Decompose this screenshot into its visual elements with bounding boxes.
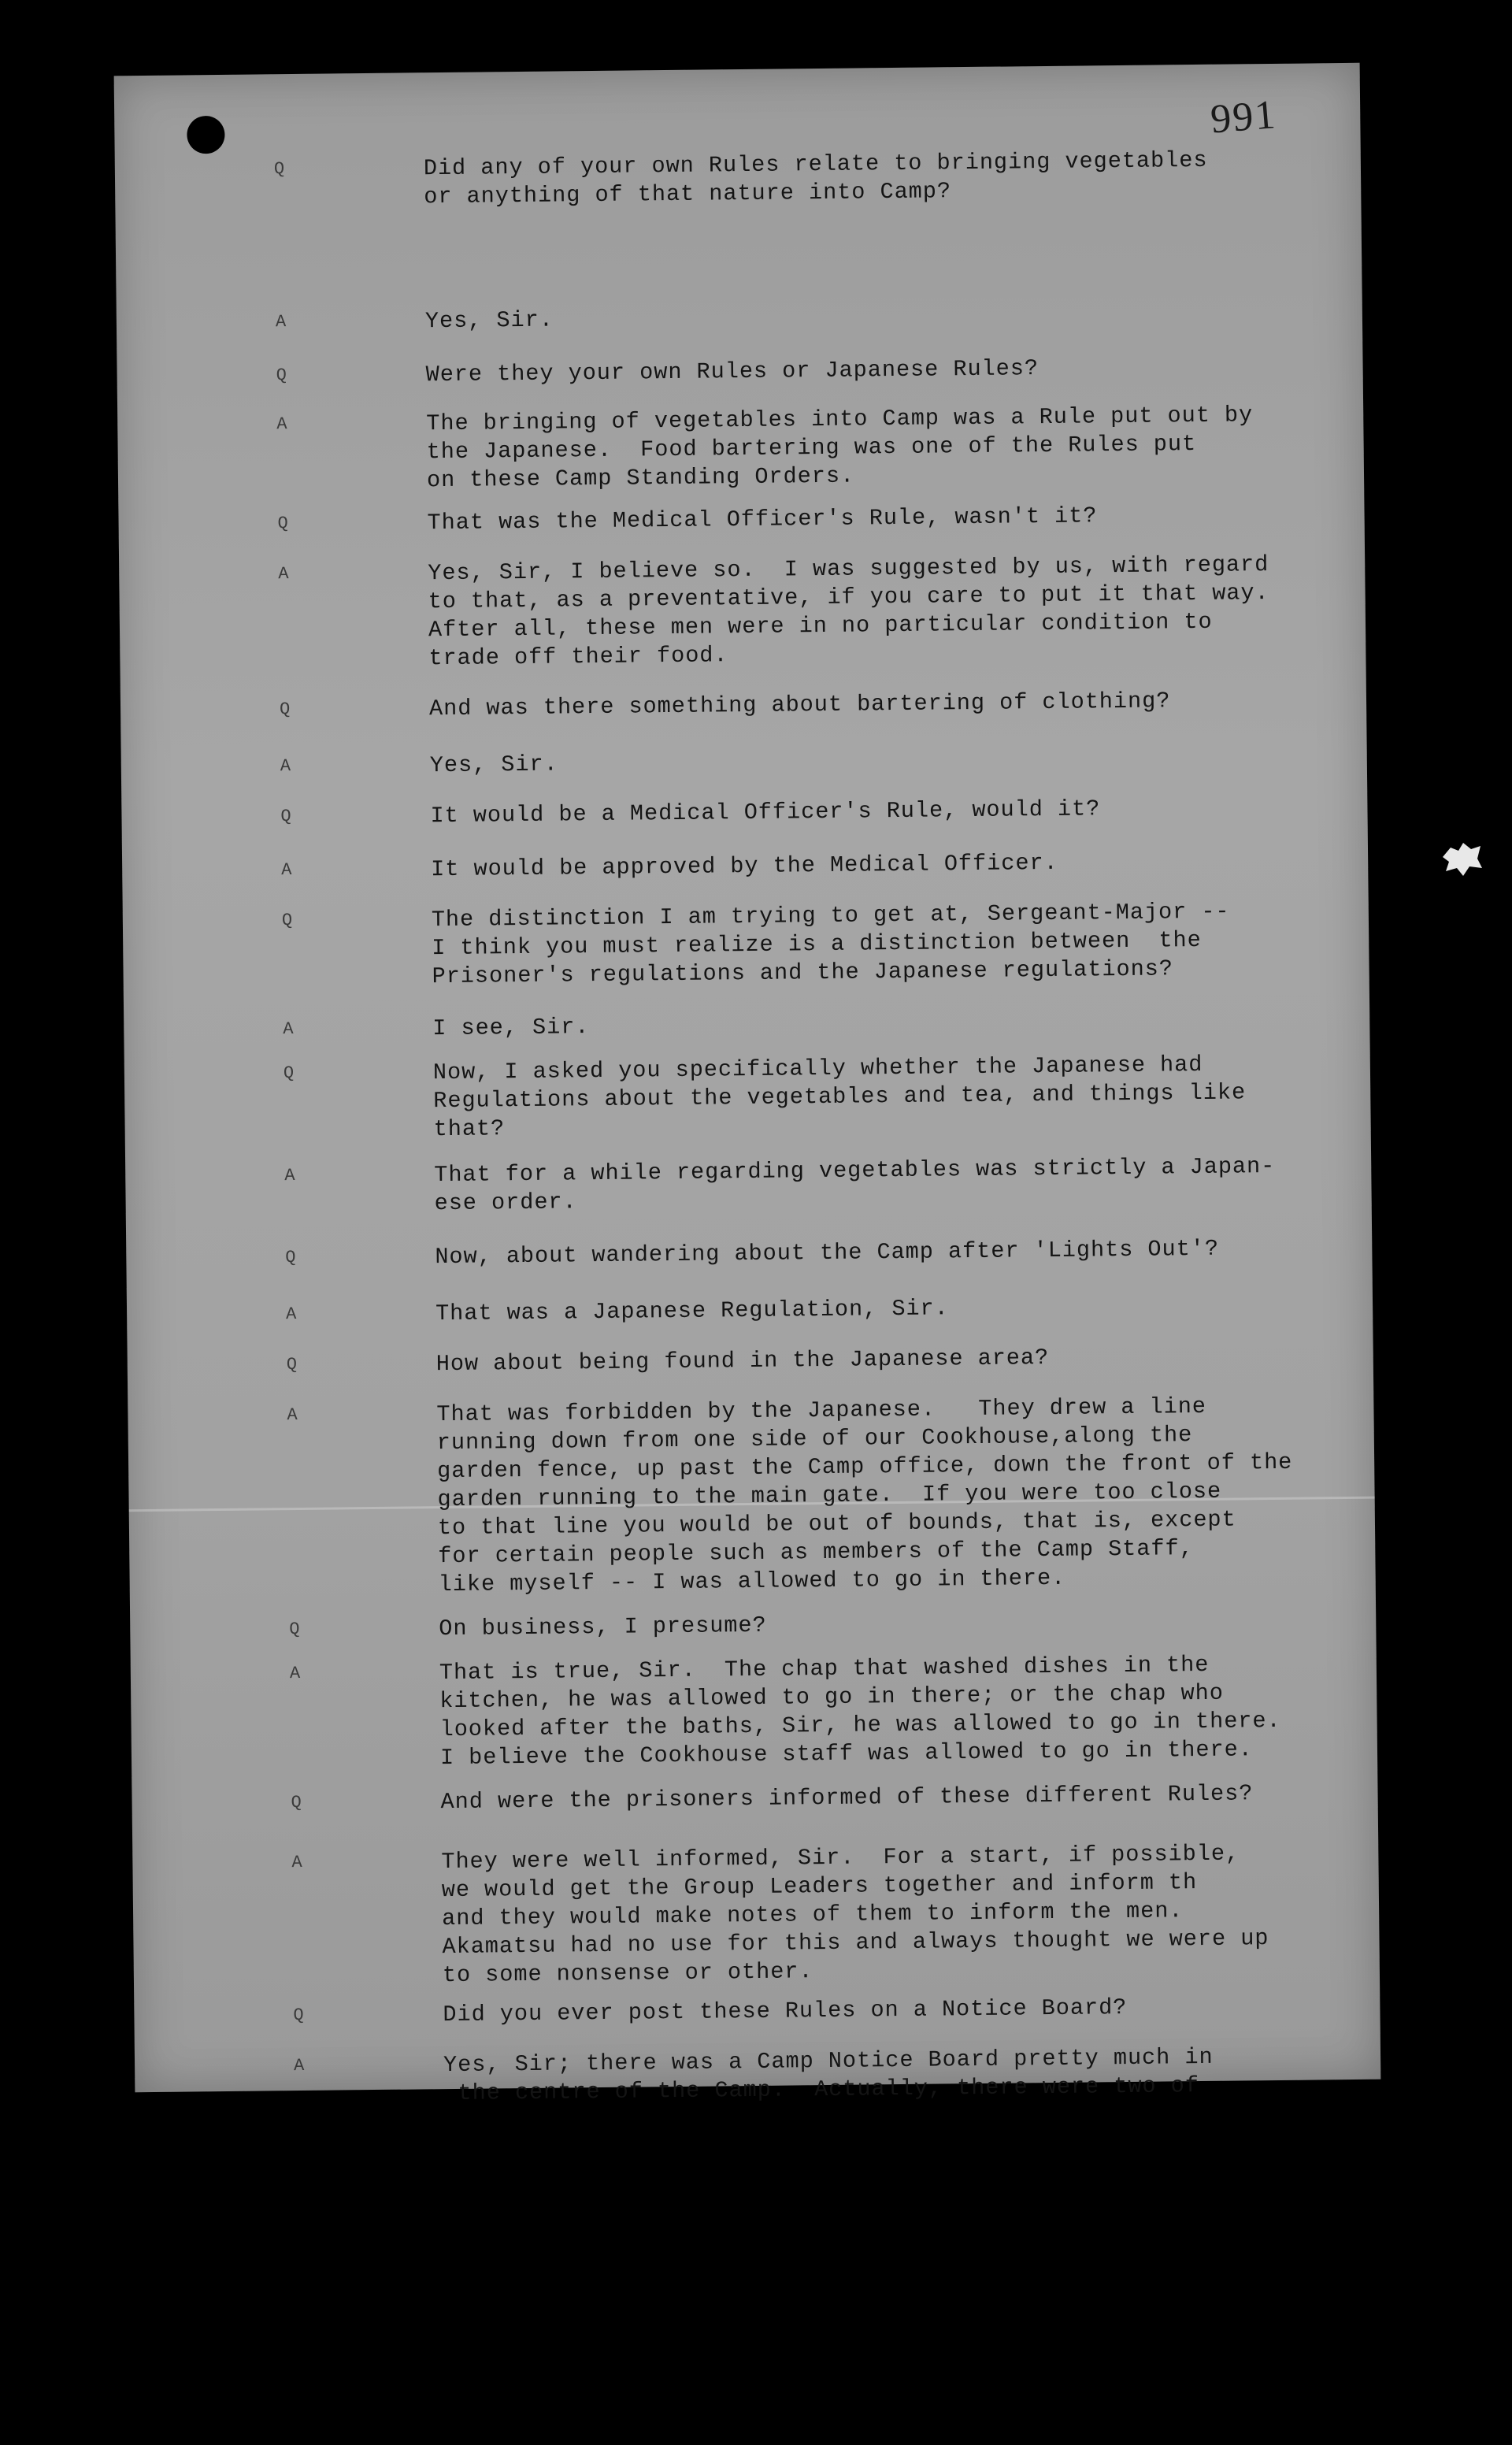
transcript-entry bbox=[120, 685, 1366, 722]
text-line: like myself -- I was allowed to go in there. bbox=[438, 1564, 1066, 1598]
transcript-entry bbox=[130, 1605, 1376, 1642]
transcript-entry bbox=[118, 499, 1364, 536]
text-line: The distinction I am trying to get at, Sergeant-Major -- bbox=[431, 898, 1230, 933]
text-line: Yes, Sir. bbox=[424, 306, 554, 335]
text-line: looked after the baths, Sir, he was allowed to go in there. bbox=[439, 1707, 1281, 1743]
question-marker: Q bbox=[286, 1355, 298, 1375]
answer-marker: A bbox=[287, 1405, 298, 1426]
question-marker: Q bbox=[289, 1619, 300, 1640]
transcript-entry bbox=[117, 298, 1362, 335]
transcript-entry bbox=[124, 1049, 1370, 1143]
answer-text bbox=[430, 742, 1359, 780]
question-text bbox=[439, 1605, 1368, 1643]
answer-text bbox=[428, 550, 1358, 673]
answer-marker: A bbox=[291, 1852, 302, 1873]
text-line: running down from one side of our Cookhouse,along the bbox=[436, 1422, 1193, 1456]
text-line: And was there something about bartering of clothing? bbox=[428, 688, 1171, 722]
transcript-entry bbox=[134, 1991, 1380, 2028]
question-marker: Q bbox=[273, 159, 285, 180]
text-line: That was forbidden by the Japanese. They drew a line bbox=[436, 1393, 1207, 1428]
answer-text bbox=[425, 298, 1354, 336]
answer-text bbox=[435, 1290, 1365, 1328]
text-line: Were they your own Rules or Japanese Rules? bbox=[425, 355, 1040, 388]
answer-marker: A bbox=[283, 1019, 294, 1040]
text-line: It would be approved by the Medical Officer. bbox=[431, 849, 1058, 883]
transcript-entry bbox=[124, 1005, 1369, 1042]
transcript-entry bbox=[121, 742, 1367, 779]
text-line: or anything of that nature into Camp? bbox=[424, 178, 952, 210]
transcript-entry bbox=[126, 1234, 1372, 1271]
question-marker: Q bbox=[285, 1248, 296, 1268]
question-text bbox=[429, 685, 1358, 723]
transcript-entry bbox=[128, 1341, 1373, 1378]
text-line: Did you ever post these Rules on a Notice Board? bbox=[443, 1994, 1128, 2028]
document-page bbox=[114, 63, 1381, 2107]
transcript-entry bbox=[122, 846, 1368, 883]
text-line: Prisoner's regulations and the Japanese regulations? bbox=[432, 955, 1174, 990]
transcript-entry bbox=[123, 896, 1369, 990]
transcript-entry bbox=[135, 2042, 1380, 2107]
answer-marker: A bbox=[285, 1304, 297, 1325]
text-line: After all, these men were in no particular condition to bbox=[428, 608, 1213, 644]
transcript-entry bbox=[125, 1152, 1371, 1217]
answer-marker: A bbox=[284, 1166, 295, 1186]
transcript-entry bbox=[128, 1391, 1373, 1598]
answer-marker: A bbox=[275, 312, 287, 332]
question-marker: Q bbox=[280, 807, 291, 827]
question-marker: Q bbox=[277, 514, 288, 534]
text-line: That was the Medical Officer's Rule, wasn't it? bbox=[427, 503, 1098, 536]
answer-marker: A bbox=[278, 564, 289, 584]
text-line: Did any of your own Rules relate to bringing vegetables bbox=[423, 147, 1208, 182]
transcript-entry bbox=[132, 1838, 1378, 1989]
question-text bbox=[427, 499, 1356, 537]
answer-text bbox=[426, 400, 1356, 495]
text-line: that? bbox=[433, 1115, 506, 1143]
text-line: The bringing of vegetables into Camp was a Rule put out by bbox=[426, 402, 1254, 437]
transcript-entry bbox=[119, 550, 1365, 672]
question-text bbox=[443, 1991, 1372, 2029]
text-line: garden running to the main gate. If you were too close bbox=[437, 1478, 1222, 1513]
text-line: Yes, Sir; there was a Camp Notice Board pretty much in bbox=[443, 2043, 1214, 2079]
text-line: Yes, Sir. bbox=[429, 751, 558, 779]
answer-text bbox=[439, 1649, 1369, 1772]
text-line: I believe the Cookhouse staff was allowed to go in there. bbox=[439, 1736, 1253, 1772]
transcript-entry bbox=[115, 145, 1361, 210]
text-line: on these Camp Standing Orders. bbox=[426, 462, 855, 494]
answer-text bbox=[443, 2042, 1373, 2108]
text-line: Now, I asked you specifically whether the Japanese had bbox=[432, 1051, 1203, 1086]
transcript-entry bbox=[117, 400, 1363, 494]
text-line: the centre of the Camp. Actually, there were two of bbox=[443, 2072, 1200, 2107]
text-line: I think you must realize is a distinction between the bbox=[432, 926, 1202, 962]
punch-hole bbox=[187, 116, 225, 154]
question-text bbox=[433, 1049, 1363, 1144]
text-line: and they would make notes of them to inform the men. bbox=[441, 1898, 1184, 1932]
answer-marker: A bbox=[280, 756, 291, 777]
question-text bbox=[425, 351, 1354, 389]
text-line: to that line you would be out of bounds, that is, except bbox=[437, 1506, 1236, 1542]
text-line: That was a Japanese Regulation, Sir. bbox=[435, 1295, 949, 1327]
answer-text bbox=[436, 1391, 1368, 1599]
answer-marker: A bbox=[289, 1663, 301, 1684]
question-marker: Q bbox=[293, 2005, 304, 2026]
answer-marker: A bbox=[281, 860, 292, 881]
text-line: Akamatsu had no use for this and always thought we were up bbox=[442, 1925, 1269, 1961]
question-text bbox=[432, 896, 1362, 991]
text-line: And were the prisoners informed of these different Rules? bbox=[440, 1780, 1254, 1816]
text-line: for certain people such as members of the Camp Staff, bbox=[438, 1535, 1194, 1570]
text-line: Regulations about the vegetables and tea, and things like bbox=[433, 1079, 1247, 1115]
answer-text bbox=[434, 1152, 1364, 1218]
text-line: How about being found in the Japanese area? bbox=[435, 1345, 1050, 1378]
question-text bbox=[440, 1779, 1369, 1816]
transcript-entry bbox=[121, 792, 1367, 829]
transcript-entry bbox=[117, 351, 1362, 388]
transcript-entry bbox=[127, 1290, 1373, 1327]
paper-scrap-fragment bbox=[1440, 841, 1484, 877]
page-number: 991 bbox=[1209, 92, 1279, 143]
text-line: to that, as a preventative, if you care to put it that way. bbox=[428, 580, 1269, 615]
text-line: They were well informed, Sir. For a start, if possible, bbox=[441, 1840, 1240, 1875]
transcript-entry bbox=[132, 1779, 1377, 1816]
text-line: ese order. bbox=[434, 1189, 577, 1217]
text-line: On business, I presume? bbox=[439, 1612, 767, 1642]
text-line: the Japanese. Food bartering was one of the Rules put bbox=[426, 430, 1197, 466]
answer-text bbox=[431, 846, 1360, 884]
text-line: I see, Sir. bbox=[432, 1014, 590, 1042]
text-line: Yes, Sir, I believe so. I was suggested by us, with regard bbox=[428, 551, 1269, 587]
question-text bbox=[424, 145, 1354, 211]
text-line: trade off their food. bbox=[428, 642, 728, 672]
question-marker: Q bbox=[291, 1792, 302, 1813]
question-text bbox=[430, 792, 1359, 830]
text-line: It would be a Medical Officer's Rule, would it? bbox=[430, 796, 1101, 829]
text-line: That is true, Sir. The chap that washed dishes in the bbox=[439, 1651, 1210, 1686]
question-marker: Q bbox=[279, 699, 291, 720]
text-line: garden fence, up past the Camp office, down the front of the bbox=[437, 1449, 1293, 1485]
answer-text bbox=[432, 1005, 1362, 1043]
answer-marker: A bbox=[293, 2055, 305, 2076]
answer-text bbox=[441, 1838, 1372, 1990]
question-text bbox=[436, 1341, 1366, 1378]
text-line: to some nonsense or other. bbox=[442, 1958, 813, 1989]
text-line: That for a while regarding vegetables was strictly a Japan- bbox=[434, 1152, 1276, 1189]
question-marker: Q bbox=[283, 1063, 295, 1084]
question-marker: Q bbox=[281, 911, 293, 931]
text-line: Now, about wandering about the Camp after 'Lights Out'? bbox=[435, 1235, 1220, 1271]
question-text bbox=[435, 1234, 1364, 1271]
text-line: we would get the Group Leaders together and inform th bbox=[441, 1869, 1198, 1904]
answer-marker: A bbox=[276, 414, 287, 435]
text-line: kitchen, he was allowed to go in there; or the chap who bbox=[439, 1679, 1225, 1715]
transcript-entry bbox=[131, 1649, 1377, 1772]
question-marker: Q bbox=[276, 365, 287, 386]
